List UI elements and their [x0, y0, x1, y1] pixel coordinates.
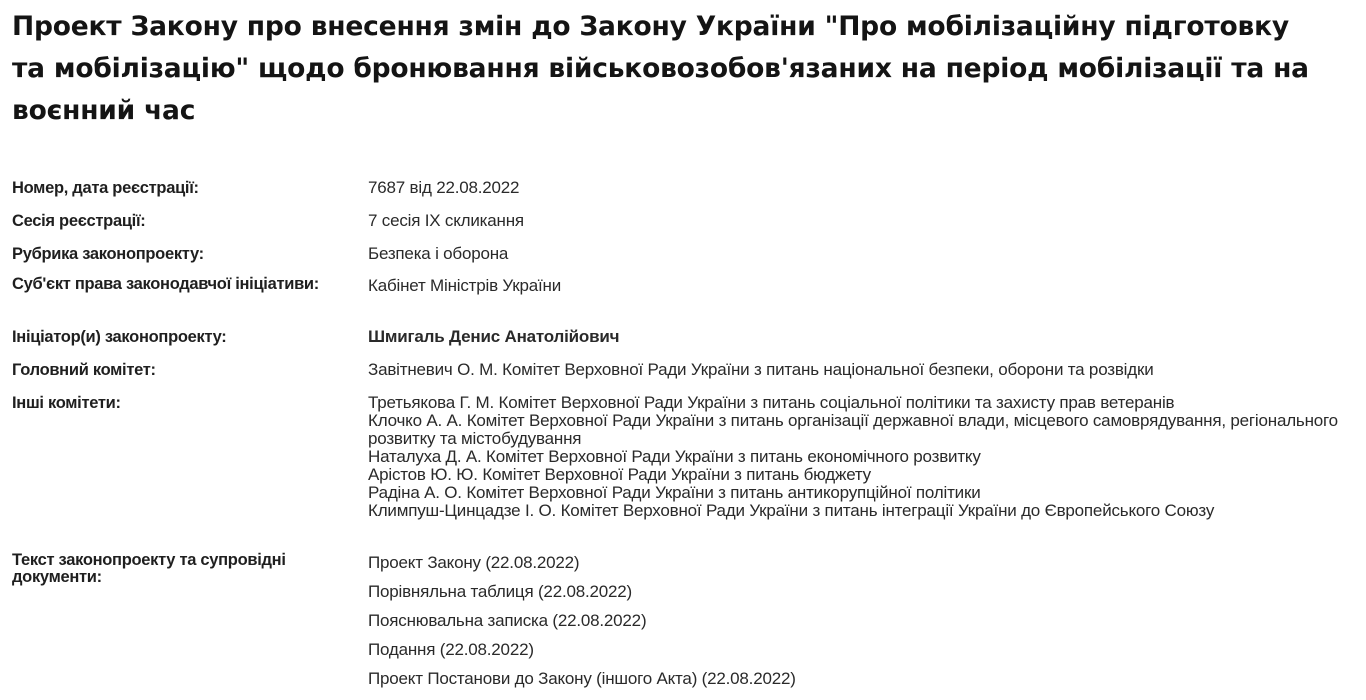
- info-row-initiator: [12, 325, 1362, 358]
- info-row-subject: [12, 274, 1362, 325]
- other-committees-label: Інші комітети:: [12, 394, 121, 412]
- subject-value: Кабінет Міністрів України: [368, 276, 562, 295]
- initiator-label: Ініціатор(и) законопроекту:: [12, 328, 227, 346]
- other-committees-list: [368, 391, 1362, 548]
- info-row-other-committees: [12, 391, 1362, 548]
- document-link-comparison-table[interactable]: Порівняльна таблиця (22.08.2022): [368, 582, 632, 601]
- info-row-documents: [12, 548, 1362, 693]
- info-row-session: [12, 209, 1362, 242]
- documents-list: [368, 548, 1362, 693]
- subject-label: Суб'єкт права законодавчої ініціативи:: [12, 275, 319, 293]
- committee-item: Климпуш-Цинцадзе І. О. Комітет Верховної Ради України з питань інтеграції України до Європейського Союзу: [368, 501, 1215, 520]
- info-row-rubric: [12, 242, 1362, 274]
- rubric-label: Рубрика законопроекту:: [12, 245, 204, 263]
- documents-label: Текст законопроекту та супровідні документи:: [12, 551, 286, 586]
- registration-label: Номер, дата реєстрації:: [12, 179, 199, 197]
- registration-value: 7687 від 22.08.2022: [368, 178, 520, 197]
- committee-item: Третьякова Г. М. Комітет Верховної Ради України з питань соціальної політики та захисту прав ветеранів: [368, 393, 1175, 412]
- info-row-main-committee: [12, 358, 1362, 391]
- session-label: Сесія реєстрації:: [12, 212, 146, 230]
- bill-info-table: [12, 176, 1362, 693]
- committee-item: Наталуха Д. А. Комітет Верховної Ради України з питань економічного розвитку: [368, 447, 981, 466]
- bill-page: [12, 0, 1362, 688]
- document-link-explanatory-note[interactable]: Пояснювальна записка (22.08.2022): [368, 611, 647, 630]
- session-value: 7 сесія IX скликання: [368, 211, 524, 230]
- document-link-submission[interactable]: Подання (22.08.2022): [368, 640, 534, 659]
- document-link-resolution-draft[interactable]: Проект Постанови до Закону (іншого Акта) (22.08.2022): [368, 669, 796, 688]
- rubric-value: Безпека і оборона: [368, 244, 509, 263]
- initiator-value: Шмигаль Денис Анатолійович: [368, 327, 620, 346]
- committee-item: Радіна А. О. Комітет Верховної Ради України з питань антикорупційної політики: [368, 483, 981, 502]
- page-title: Проект Закону про внесення змін до Закону України "Про мобілізаційну підготовку та мобілізацію" щодо бронювання військовозобов'язаних на період мобілізації та на воєнний час: [12, 11, 1309, 126]
- main-committee-label: Головний комітет:: [12, 361, 156, 379]
- info-row-registration: [12, 176, 1362, 209]
- committee-item: Клочко А. А. Комітет Верховної Ради України з питань організації державної влади, місцевого самоврядування, регіонального розвитку та містобудування: [368, 411, 1338, 448]
- main-committee-value: Завітневич О. М. Комітет Верховної Ради України з питань національної безпеки, оборони та розвідки: [368, 360, 1154, 379]
- committee-item: Арістов Ю. Ю. Комітет Верховної Ради України з питань бюджету: [368, 465, 871, 484]
- document-link-bill-draft[interactable]: Проект Закону (22.08.2022): [368, 553, 580, 572]
